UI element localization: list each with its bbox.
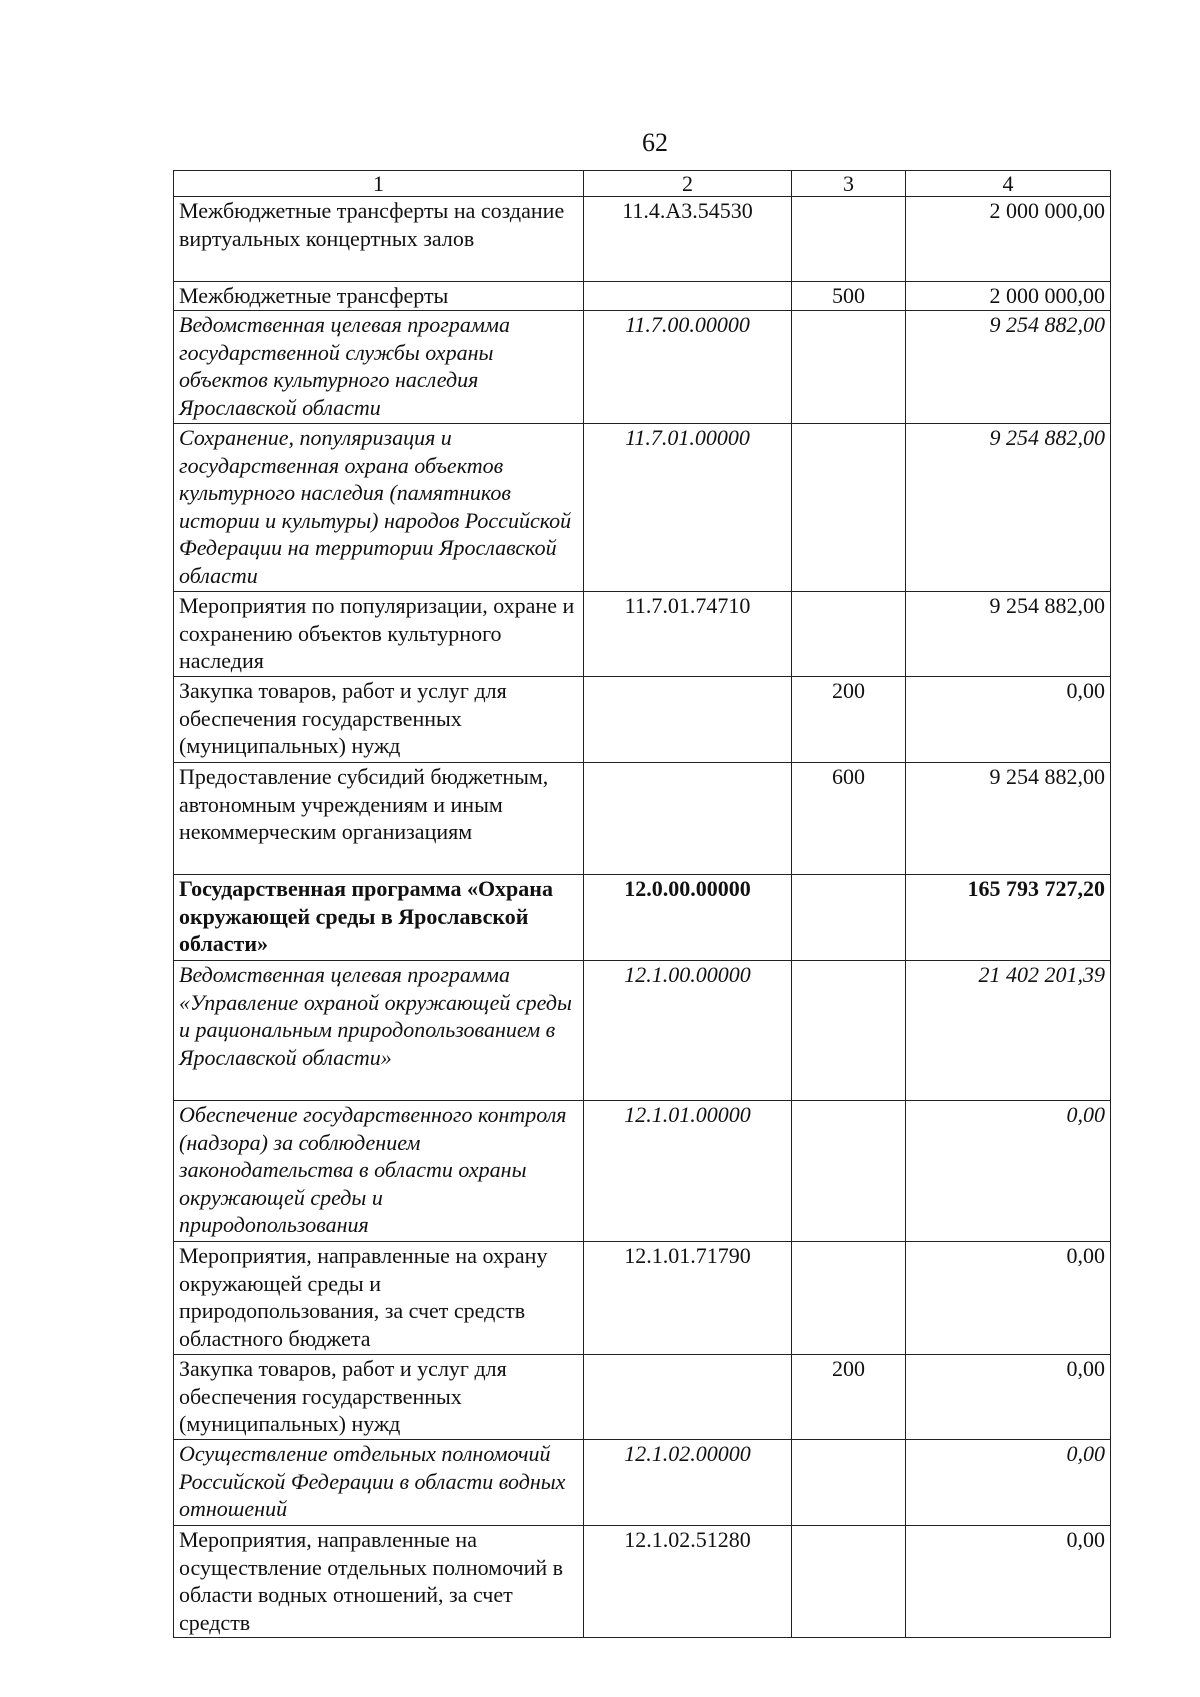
row-expense-type [792, 197, 906, 282]
row-amount: 165 793 727,20 [906, 875, 1111, 961]
row-name: Закупка товаров, работ и услуг для обеспечения государственных (муниципальных) нужд [174, 677, 584, 763]
row-expense-type: 500 [792, 282, 906, 311]
row-code: 11.7.01.74710 [584, 592, 792, 677]
page-number: 62 [642, 128, 668, 157]
row-code: 11.7.01.00000 [584, 424, 792, 592]
row-expense-type [792, 1440, 906, 1526]
row-amount: 9 254 882,00 [906, 592, 1111, 677]
column-header: 2 [584, 171, 792, 197]
row-expense-type: 600 [792, 763, 906, 875]
row-amount: 0,00 [906, 1355, 1111, 1440]
table-row [174, 1101, 1111, 1242]
row-amount: 0,00 [906, 1242, 1111, 1355]
row-name: Ведомственная целевая программа «Управление охраной окружающей среды и рациональным природопользованием в Ярославской области» [174, 961, 584, 1101]
row-expense-type [792, 592, 906, 677]
row-expense-type [792, 1242, 906, 1355]
table-row [174, 763, 1111, 875]
row-name: Предоставление субсидий бюджетным, автономным учреждениям и иным некоммерческим организациям [174, 763, 584, 875]
row-amount: 9 254 882,00 [906, 311, 1111, 424]
row-name: Ведомственная целевая программа государственной службы охраны объектов культурного наследия Ярославской области [174, 311, 584, 424]
row-amount: 9 254 882,00 [906, 424, 1111, 592]
table-row [174, 1355, 1111, 1440]
table-row [174, 1440, 1111, 1526]
table-row [174, 875, 1111, 961]
row-code: 12.1.01.00000 [584, 1101, 792, 1242]
table-row [174, 1242, 1111, 1355]
column-header: 3 [792, 171, 906, 197]
row-expense-type [792, 1101, 906, 1242]
row-amount: 0,00 [906, 1101, 1111, 1242]
row-code: 11.7.00.00000 [584, 311, 792, 424]
row-name: Обеспечение государственного контроля (надзора) за соблюдением законодательства в области охраны окружающей среды и природопользования [174, 1101, 584, 1242]
row-name: Межбюджетные трансферты на создание виртуальных концертных залов [174, 197, 584, 282]
table-row [174, 961, 1111, 1101]
table-row [174, 197, 1111, 282]
table-row [174, 677, 1111, 763]
row-code [584, 282, 792, 311]
table-row [174, 1526, 1111, 1638]
row-expense-type [792, 875, 906, 961]
row-amount: 2 000 000,00 [906, 282, 1111, 311]
column-header: 4 [906, 171, 1111, 197]
row-amount: 0,00 [906, 677, 1111, 763]
table-row [174, 592, 1111, 677]
row-code: 12.1.00.00000 [584, 961, 792, 1101]
table-header-row [174, 171, 1111, 197]
row-name: Мероприятия по популяризации, охране и сохранению объектов культурного наследия [174, 592, 584, 677]
budget-table [173, 170, 1111, 1638]
row-amount: 0,00 [906, 1440, 1111, 1526]
row-expense-type: 200 [792, 1355, 906, 1440]
budget-table-body [174, 171, 1111, 1638]
row-expense-type [792, 1526, 906, 1638]
row-amount: 2 000 000,00 [906, 197, 1111, 282]
row-name: Сохранение, популяризация и государственная охрана объектов культурного наследия (памятников истории и культуры) народов Российской Федерации на территории Ярославской области [174, 424, 584, 592]
row-amount: 21 402 201,39 [906, 961, 1111, 1101]
row-name: Осуществление отдельных полномочий Российской Федерации в области водных отношений [174, 1440, 584, 1526]
row-name: Мероприятия, направленные на осуществление отдельных полномочий в области водных отношений, за счет средств [174, 1526, 584, 1638]
table-row [174, 311, 1111, 424]
row-code: 12.1.02.00000 [584, 1440, 792, 1526]
row-code: 12.1.01.71790 [584, 1242, 792, 1355]
row-code: 12.1.02.51280 [584, 1526, 792, 1638]
row-amount: 9 254 882,00 [906, 763, 1111, 875]
row-name: Мероприятия, направленные на охрану окружающей среды и природопользования, за счет средств областного бюджета [174, 1242, 584, 1355]
row-code [584, 1355, 792, 1440]
row-name: Государственная программа «Охрана окружающей среды в Ярославской области» [174, 875, 584, 961]
column-header: 1 [174, 171, 584, 197]
row-name: Закупка товаров, работ и услуг для обеспечения государственных (муниципальных) нужд [174, 1355, 584, 1440]
row-name: Межбюджетные трансферты [174, 282, 584, 311]
row-code [584, 677, 792, 763]
row-expense-type: 200 [792, 677, 906, 763]
row-code: 11.4.А3.54530 [584, 197, 792, 282]
row-expense-type [792, 961, 906, 1101]
table-row [174, 424, 1111, 592]
table-row [174, 282, 1111, 311]
row-expense-type [792, 424, 906, 592]
row-code: 12.0.00.00000 [584, 875, 792, 961]
row-code [584, 763, 792, 875]
row-amount: 0,00 [906, 1526, 1111, 1638]
row-expense-type [792, 311, 906, 424]
